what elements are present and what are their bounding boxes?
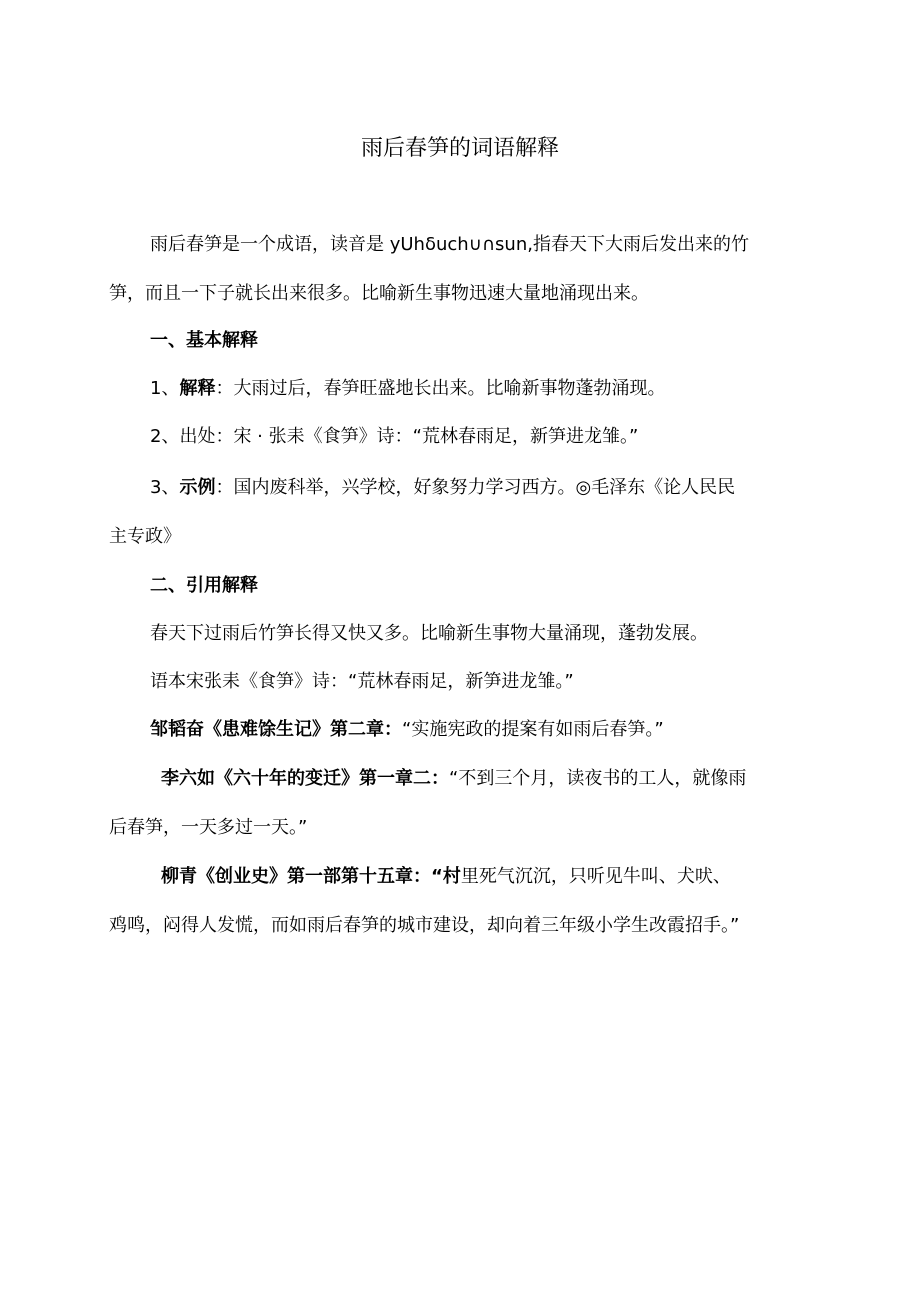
- citation-liu-qing: [161, 864, 731, 890]
- citation-li-liuru: [161, 766, 746, 792]
- citation-liu-continued: 鸡鸣，闷得人发慌，而如雨后春笋的城市建设，却向着三年级小学生改霞招手。”: [109, 915, 740, 936]
- citation-zou-quote: “实施宪政的提案有如雨后春笋。”: [402, 719, 664, 740]
- section-2-heading: 二、引用解释: [150, 575, 258, 596]
- citation-liu-source: 柳青《创业史》第一部第十五章：: [161, 866, 431, 887]
- basic-item-2: 2、出处：宋 · 张耒《食笋》诗：“荒林春雨足，新笋进龙雏。”: [150, 426, 639, 447]
- basic-item-3-continued: 主专政》: [109, 526, 181, 547]
- document-title: 雨后春笋的词语解释: [360, 136, 559, 161]
- intro-line-1: 雨后春笋是一个成语，读音是 yUhδuch∪∩sun,指春天下大雨后发出来的竹: [150, 234, 749, 255]
- citation-liu-quote-start: “村: [431, 866, 461, 887]
- citation-zou-source: 邹韬奋《患难馀生记》第二章：: [150, 719, 402, 740]
- basic-item-1-text: ：大雨过后，春笋旺盛地长出来。比喻新事物蓬勃涌现。: [215, 378, 666, 399]
- basic-item-1: [150, 376, 665, 402]
- basic-item-3: [150, 475, 735, 501]
- basic-item-3-label: 示例: [179, 477, 216, 498]
- citation-li-source: 李六如《六十年的变迁》第一章二：: [161, 768, 449, 789]
- citation-li-quote: “不到三个月，读夜书的工人，就像雨: [449, 768, 747, 789]
- citation-liu-quote: 里死气沉沉，只听见牛叫、犬吠、: [460, 866, 731, 887]
- basic-item-1-label: 解释: [179, 378, 216, 399]
- basic-item-1-prefix: 1、: [150, 378, 180, 399]
- basic-item-3-text: ：国内废科举，兴学校，好象努力学习西方。◎毛泽东《论人民民: [215, 477, 736, 498]
- citation-zou-taofen: [150, 717, 664, 743]
- quote-paragraph-1: 春天下过雨后竹笋长得又快又多。比喻新生事物大量涌现，蓬勃发展。: [150, 623, 708, 644]
- section-1-heading: 一、基本解释: [150, 330, 258, 351]
- quote-paragraph-2: 语本宋张耒《食笋》诗：“荒林春雨足，新笋进龙雏。”: [150, 671, 574, 692]
- citation-li-continued: 后春笋，一天多过一天。”: [109, 817, 308, 838]
- intro-line-2: 笋，而且一下子就长出来很多。比喻新生事物迅速大量地涌现出来。: [109, 283, 649, 304]
- basic-item-3-prefix: 3、: [150, 477, 180, 498]
